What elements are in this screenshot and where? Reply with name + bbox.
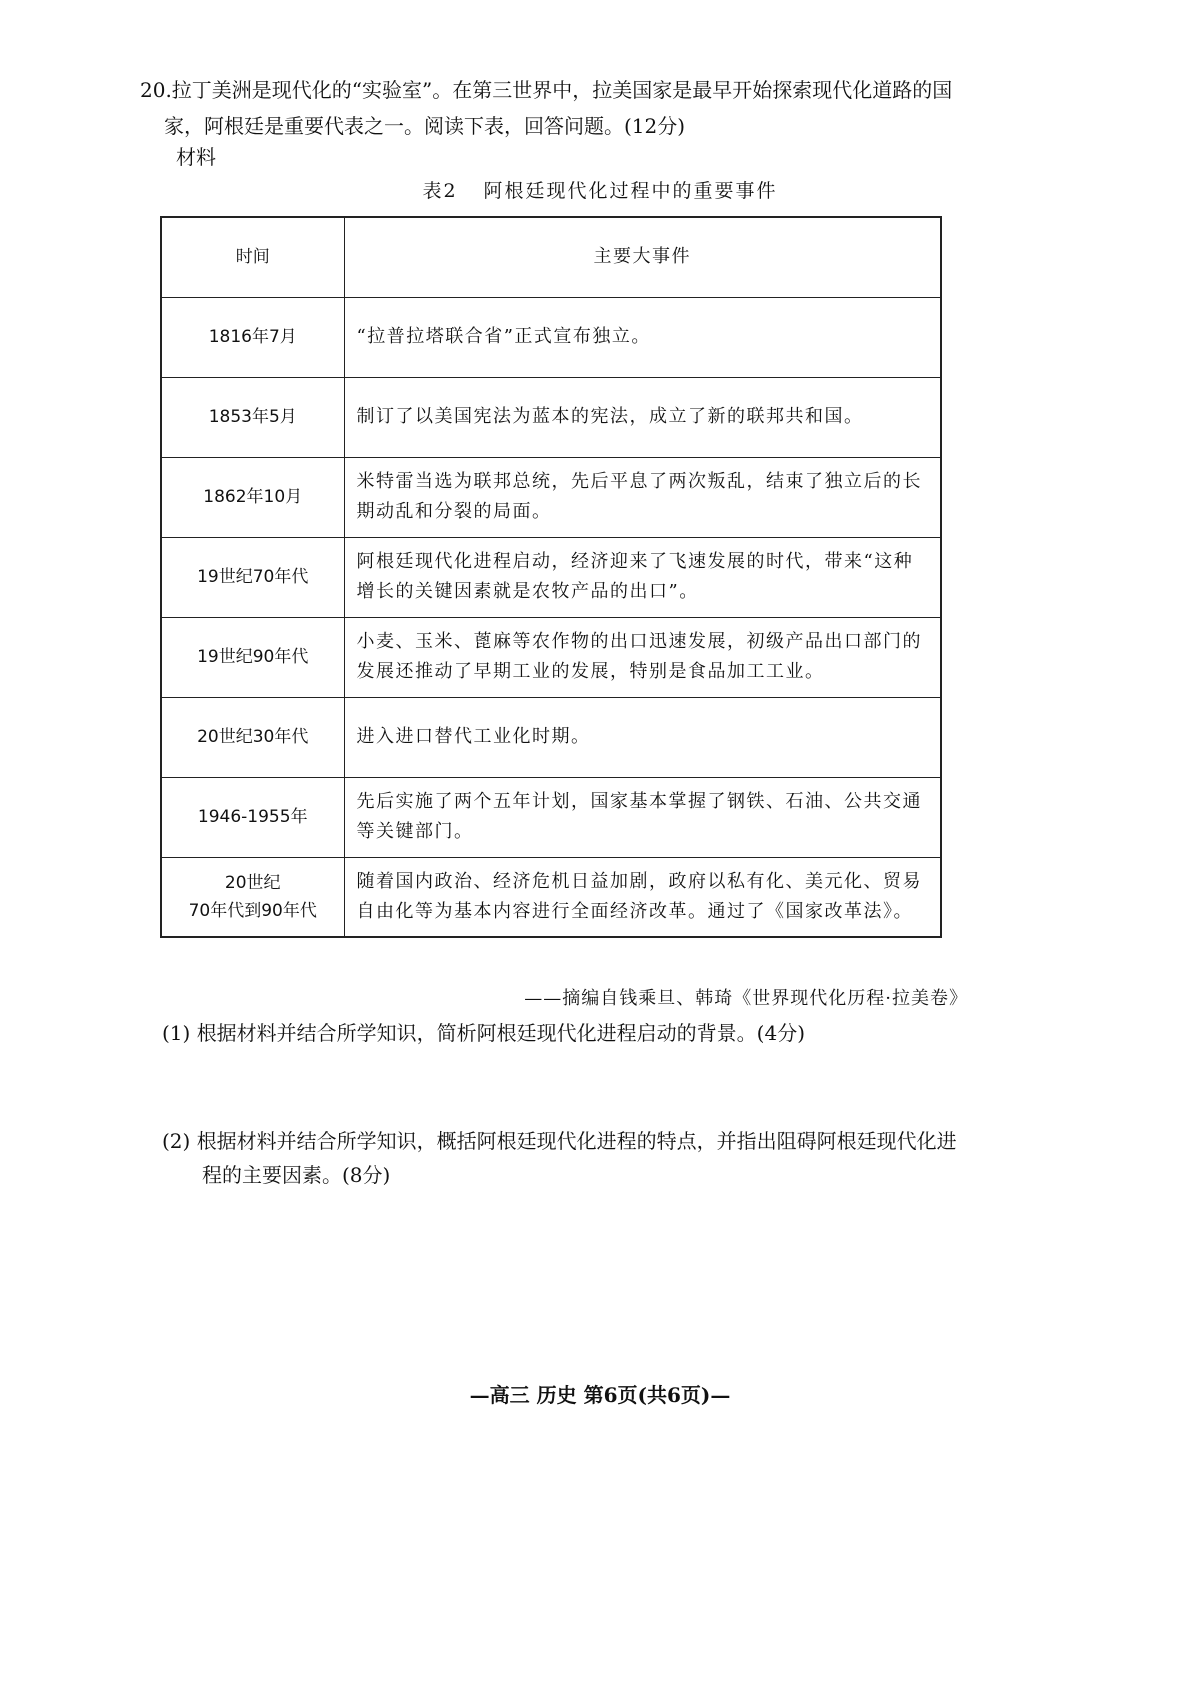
question-stem xyxy=(140,72,970,144)
table-row xyxy=(161,857,941,937)
header-event: 主要大事件 xyxy=(344,217,941,297)
row-time: 19世纪70年代 xyxy=(161,537,344,617)
question-stem-line-1: 20.拉丁美洲是现代化的“实验室”。在第三世界中，拉美国家是最早开始探索现代化道路的国 xyxy=(140,78,953,102)
table-row xyxy=(161,297,941,377)
row-time: 1862年10月 xyxy=(161,457,344,537)
row-time: 19世纪90年代 xyxy=(161,617,344,697)
sub-question-2-line-1: (2) 根据材料并结合所学知识，概括阿根廷现代化进程的特点，并指出阻碍阿根廷现代化进 xyxy=(162,1129,957,1153)
table-caption-number: 表2 xyxy=(422,180,458,202)
table-row xyxy=(161,777,941,857)
row-time: 1946-1955年 xyxy=(161,777,344,857)
table-header-row xyxy=(161,217,941,297)
table-row xyxy=(161,697,941,777)
row-event: 阿根廷现代化进程启动，经济迎来了飞速发展的时代，带来“这种增长的关键因素就是农牧产品的出口”。 xyxy=(344,537,941,617)
sub-question-1: (1) 根据材料并结合所学知识，简析阿根廷现代化进程启动的背景。(4分) xyxy=(162,1021,806,1045)
table-caption xyxy=(0,176,1200,206)
row-event: 进入进口替代工业化时期。 xyxy=(344,697,941,777)
table-row xyxy=(161,457,941,537)
events-table xyxy=(160,216,942,938)
page-footer: —高三 历史 第6页(共6页)— xyxy=(469,1383,731,1407)
table-row xyxy=(161,377,941,457)
table-caption-title: 阿根廷现代化过程中的重要事件 xyxy=(483,180,778,202)
row-time-line-2: 70年代到90年代 xyxy=(188,900,317,921)
row-time xyxy=(161,857,344,937)
sub-question-2 xyxy=(162,1124,972,1192)
source-citation: ——摘编自钱乘旦、韩琦《世界现代化历程·拉美卷》 xyxy=(524,988,968,1009)
row-time: 1853年5月 xyxy=(161,377,344,457)
question-stem-line-2: 家，阿根廷是重要代表之一。阅读下表，回答问题。(12分) xyxy=(164,114,686,138)
row-time: 1816年7月 xyxy=(161,297,344,377)
table-row xyxy=(161,537,941,617)
table-row xyxy=(161,617,941,697)
row-time-line-1: 20世纪 xyxy=(224,872,281,893)
row-event: 随着国内政治、经济危机日益加剧，政府以私有化、美元化、贸易自由化等为基本内容进行全面经济改革。通过了《国家改革法》。 xyxy=(344,857,941,937)
row-event: 米特雷当选为联邦总统，先后平息了两次叛乱，结束了独立后的长期动乱和分裂的局面。 xyxy=(344,457,941,537)
row-event: 先后实施了两个五年计划，国家基本掌握了钢铁、石油、公共交通等关键部门。 xyxy=(344,777,941,857)
row-event: 制订了以美国宪法为蓝本的宪法，成立了新的联邦共和国。 xyxy=(344,377,941,457)
row-event: 小麦、玉米、蓖麻等农作物的出口迅速发展，初级产品出口部门的发展还推动了早期工业的发展，特别是食品加工工业。 xyxy=(344,617,941,697)
header-time: 时间 xyxy=(161,217,344,297)
row-event: “拉普拉塔联合省”正式宣布独立。 xyxy=(344,297,941,377)
sub-question-2-line-2: 程的主要因素。(8分) xyxy=(202,1163,391,1187)
material-label: 材料 xyxy=(176,145,216,169)
row-time: 20世纪30年代 xyxy=(161,697,344,777)
